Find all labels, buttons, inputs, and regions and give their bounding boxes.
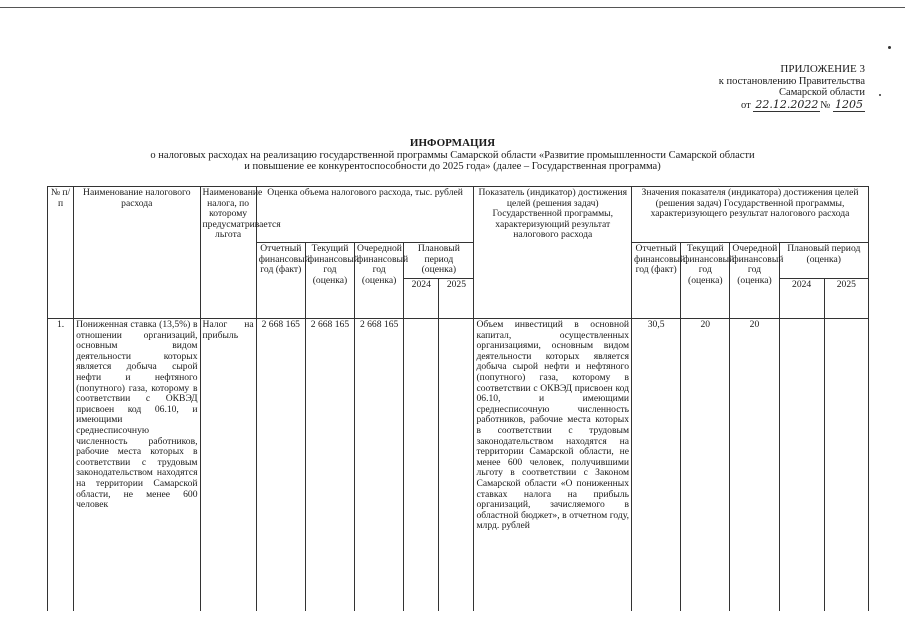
header-next-year: Очередной финансовый год (оценка) [355, 243, 404, 319]
document-title [0, 138, 905, 173]
appendix-number: 1205 [835, 97, 863, 111]
tax-expenditure-table [47, 186, 869, 611]
header-row-1 [48, 187, 869, 243]
header-tax-name: Наименование налогового расхода [74, 187, 200, 319]
title-main: ИНФОРМАЦИЯ [409, 137, 496, 149]
header-report-year: Отчетный финансовый год (факт) [256, 243, 305, 319]
header-year-2025: 2025 [439, 279, 474, 319]
header-v-plan-period: Плановый период (оценка) [779, 243, 868, 279]
header-v-next-year: Очередной финансовый год (оценка) [730, 243, 779, 319]
appendix-date: 22.12.2022 [755, 97, 819, 111]
row-val-2024 [779, 319, 824, 611]
header-values-group: Значения показателя (индикатора) достижения целей (решения задач) Государственной программы, характеризующего результат налогового расхода [632, 187, 869, 243]
appendix-date-line [665, 99, 865, 112]
row-val-2025 [824, 319, 868, 611]
title-line-1: о налоговых расходах на реализацию государственной программы Самарской области «Развитие промышленности Самарской области [150, 149, 755, 161]
appendix-block [665, 64, 865, 111]
row-indicator: Объем инвестиций в основной капитал, осуществленных организациями, основным видом деятельности которых является добыча сырой нефти и нефтяного (попутного) газа, которому в соответствии с ОКВЭД присвоен код 06.10, и имеющими среднесписочную численность работников, рабочие места которых в соответствии с трудовым законодательством находятся на территории Самарской области, не менее 600 человек, получившими льготу в соответствии с Законом Самарской области «О пониженных ставках налога на прибыль организаций, зачисляемого в областной бюджет», в отчетном году, млрд. рублей [474, 319, 632, 611]
title-line-2: и повышение ее конкурентоспособности до 2025 года» (далее – Государственная программа) [244, 161, 661, 172]
row-val-next: 20 [730, 319, 779, 611]
appendix-heading: ПРИЛОЖЕНИЕ 3 [780, 63, 865, 75]
header-v-year-2025: 2025 [824, 279, 868, 319]
appendix-line-2: Самарской области [779, 87, 865, 98]
appendix-from: от [741, 99, 751, 111]
top-rule [0, 7, 905, 8]
header-current-year: Текущий финансовый год (оценка) [305, 243, 354, 319]
row-est-report: 2 668 165 [256, 319, 305, 611]
header-benefit-tax: Наименование налога, по которому предусматривается льгота [200, 187, 256, 319]
row-benefit-tax: Налог на прибыль [200, 319, 256, 611]
row-num: 1. [48, 319, 74, 611]
row-est-2025 [439, 319, 474, 611]
appendix-number-sign: № [820, 99, 831, 111]
scan-speck [888, 46, 891, 49]
appendix-line-1: к постановлению Правительства [718, 75, 865, 87]
scan-speck [879, 94, 881, 96]
header-num: № п/п [48, 187, 74, 319]
row-val-report: 30,5 [632, 319, 681, 611]
header-estimate-group: Оценка объема налогового расхода, тыс. рублей [256, 187, 474, 243]
row-est-2024 [404, 319, 439, 611]
row-est-next: 2 668 165 [355, 319, 404, 611]
row-est-current: 2 668 165 [305, 319, 354, 611]
header-v-report-year: Отчетный финансовый год (факт) [632, 243, 681, 319]
row-val-current: 20 [681, 319, 730, 611]
header-year-2024: 2024 [404, 279, 439, 319]
header-v-year-2024: 2024 [779, 279, 824, 319]
header-v-current-year: Текущий финансовый год (оценка) [681, 243, 730, 319]
header-plan-period: Плановый период (оценка) [404, 243, 474, 279]
row-tax-name: Пониженная ставка (13,5%) в отношении организаций, основным видом деятельности которых является добыча сырой нефти и нефтяного (попутного) газа, которому в соответствии с ОКВЭД присвоен код 06.10, и имеющими среднесписочную численность работников, рабочие места которых в соответствии с трудовым законодательством находятся на территории Самарской области, не менее 600 человек [74, 319, 200, 611]
header-indicator: Показатель (индикатор) достижения целей (решения задач) Государственной программы, характеризующий результат налогового расхода [474, 187, 632, 319]
table-row [48, 319, 869, 611]
